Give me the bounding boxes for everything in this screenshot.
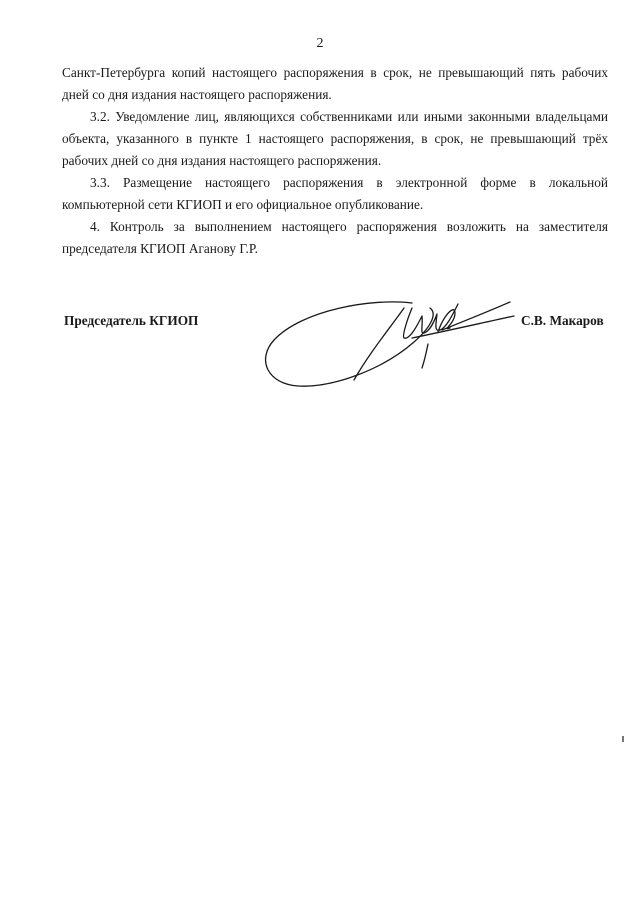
margin-mark	[622, 736, 624, 742]
paragraph-4: 4. Контроль за выполнением настоящего распоряжения возложить на заместителя председателя КГИОП Аганову Г.Р.	[62, 219, 608, 256]
document-body	[62, 62, 608, 260]
signer-name: С.В. Макаров	[521, 313, 604, 328]
handwritten-signature	[262, 300, 520, 400]
page-number: 2	[316, 36, 324, 51]
signature-block	[0, 300, 640, 410]
paragraph-continuation: Санкт-Петербурга копий настоящего распоряжения в срок, не превышающий пять рабочих дней со дня издания настоящего распоряжения.	[62, 65, 608, 102]
paragraph-3-2: 3.2. Уведомление лиц, являющихся собственниками или иными законными владельцами объекта, указанного в пункте 1 настоящего распоряжения, в срок, не превышающий трёх рабочих дней со дня издания настоящего распоряжения.	[62, 109, 608, 168]
signer-title: Председатель КГИОП	[64, 313, 199, 328]
paragraph-3-3: 3.3. Размещение настоящего распоряжения в электронной форме в локальной компьютерной сети КГИОП и его официальное опубликование.	[62, 175, 608, 212]
